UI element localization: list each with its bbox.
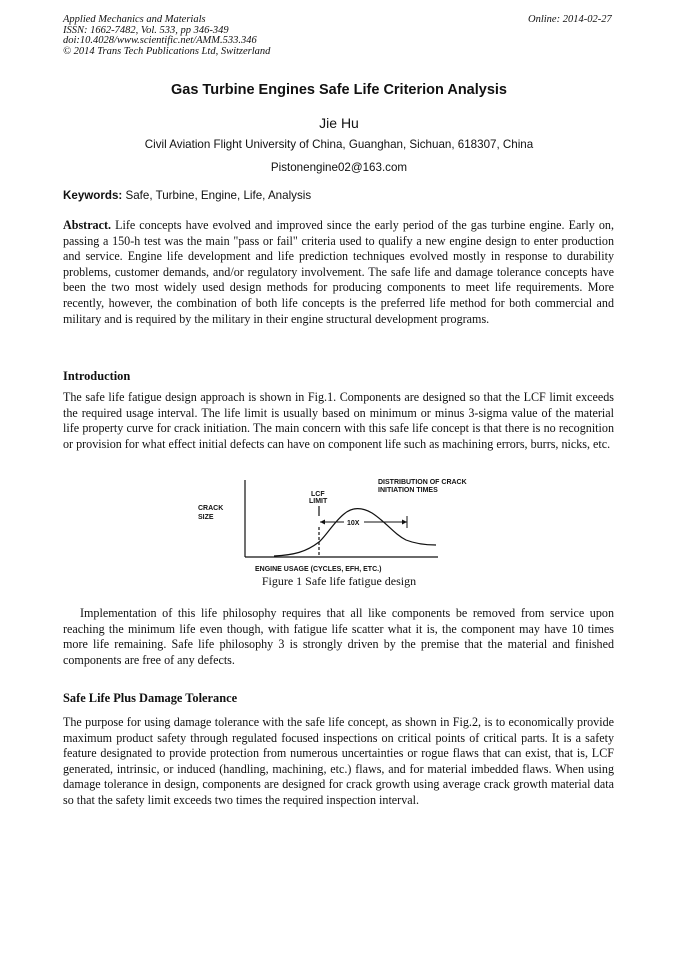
figure-xlabel: ENGINE USAGE (CYCLES, EFH, ETC.) [255,566,382,573]
section-2-heading: Safe Life Plus Damage Tolerance [63,691,238,705]
distribution-label-2: INITIATION TIMES [378,487,438,494]
abstract-text: Life concepts have evolved and improved since the early period of the gas turbine engine. Early on, passing a 150-h test was the main "pass or fail" criteria used to qualify a new engine design to enter production and service. Engine life development and life prediction techniques evolved mostly in response to durability problems, customer demands, and/or regulatory involvement. The safe life and damage tolerance concepts have been the two most widely used design methods for producing components to meet life requirements. More recently, however, the combination of both life concepts is the preferred life method for both commercial and military and is required by the military in their engine structural development programs. [63,218,614,326]
paper-title: Gas Turbine Engines Safe Life Criterion Analysis [171,82,507,98]
journal-doi: doi:10.4028/www.scientific.net/AMM.533.346 [63,35,257,47]
section-2-paragraph-1: The purpose for using damage tolerance with the safe life concept, as shown in Fig.2, is to economically provide maximum product safety through regulated focused inspections on critical points of critical parts. It is a safety feature designated to provide protection from numerous uncertainties or rogue flaws that can exist, that is, LCF generated, intrinsic, or induced (handling, machining, etc.) flaws, and for material imbedded flaws. When using damage tolerance in design, components are designed for crack growth using average crack growth material data so that the safety limit exceeds two times the required inspection interval. [63,715,614,807]
scatter-arrow-right-head [402,520,407,525]
abstract-paragraph [63,218,614,327]
online-date: Online: 2014-02-27 [528,14,612,25]
journal-name: Applied Mechanics and Materials [63,14,206,25]
journal-issn: ISSN: 1662-7482, Vol. 533, pp 346-349 [63,24,229,36]
distribution-label-1: DISTRIBUTION OF CRACK [378,479,467,486]
figure-1-caption: Figure 1 Safe life fatigue design [261,574,417,588]
abstract-label: Abstract. [63,218,112,232]
journal-copyright: © 2014 Trans Tech Publications Ltd, Switzerland [63,45,271,57]
lcf-limit-label: LIMIT [309,498,328,505]
scatter-label: 10X [347,520,360,527]
scatter-arrow-left-head [320,520,325,525]
author-email: Pistonengine02@163.com [270,161,408,174]
introduction-paragraph-2: Implementation of this life philosophy requires that all like components be removed from service upon reaching the minimum life even though, with fatigue life scatter what it is, the component may have 10 times more life remaining. Safe life philosophy 3 is strongly driven by the premise that the material and finished components are free of any defects. [63,606,614,667]
figure-1-diagram [196,476,496,576]
figure-ylabel-crack: CRACK [198,505,224,512]
crack-initiation-distribution-curve [274,509,436,556]
figure-ylabel-size: SIZE [198,514,214,521]
author-affiliation: Civil Aviation Flight University of China, Guanghan, Sichuan, 618307, China [144,138,534,151]
lcf-label: LCF [311,491,325,498]
introduction-heading: Introduction [63,369,131,383]
author-name: Jie Hu [319,115,359,131]
introduction-paragraph-1: The safe life fatigue design approach is shown in Fig.1. Components are designed so that the LCF limit exceeds the required usage interval. The life limit is usually based on minimum or minus 3-sigma value of the material life property curve for crack initiation. The main concern with this safe life concept is that there is no recognition or provision for what effect initial defects can have on component life such as machining errors, burrs, nicks, etc. [63,390,614,451]
journal-header [63,15,270,57]
keywords [63,189,311,202]
keywords-text: Safe, Turbine, Engine, Life, Analysis [122,189,312,202]
keywords-label: Keywords: [63,189,123,202]
